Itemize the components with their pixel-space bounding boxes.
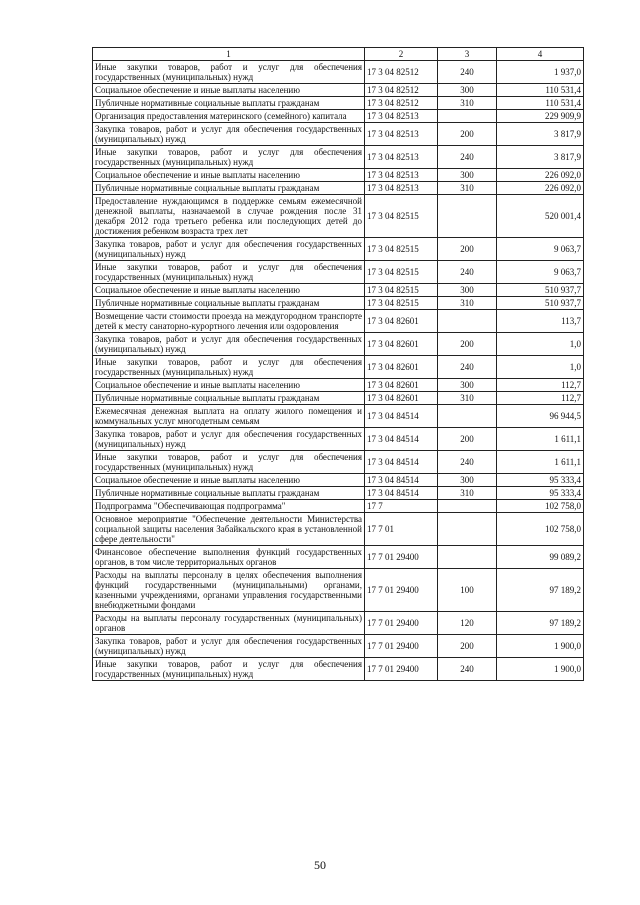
cell-name: Закупка товаров, работ и услуг для обеспечения государственных (муниципальных) нужд xyxy=(93,238,365,261)
cell-expense-type: 310 xyxy=(438,487,497,500)
cell-name: Ежемесячная денежная выплата на оплату жилого помещения и коммунальных услуг многодетным семьям xyxy=(93,405,365,428)
cell-name: Иные закупки товаров, работ и услуг для обеспечения государственных (муниципальных) нужд xyxy=(93,356,365,379)
table-row xyxy=(93,379,584,392)
cell-name: Публичные нормативные социальные выплаты гражданам xyxy=(93,392,365,405)
table-row xyxy=(93,500,584,513)
cell-amount: 1 611,1 xyxy=(497,428,584,451)
cell-code: 17 7 01 xyxy=(365,513,438,546)
cell-amount: 520 001,4 xyxy=(497,195,584,238)
table-row xyxy=(93,658,584,681)
cell-code: 17 7 01 29400 xyxy=(365,612,438,635)
table-row xyxy=(93,428,584,451)
cell-expense-type xyxy=(438,405,497,428)
table-row xyxy=(93,61,584,84)
cell-amount: 110 531,4 xyxy=(497,97,584,110)
cell-expense-type: 300 xyxy=(438,84,497,97)
cell-name: Закупка товаров, работ и услуг для обеспечения государственных (муниципальных) нужд xyxy=(93,635,365,658)
cell-amount: 99 089,2 xyxy=(497,546,584,569)
cell-name: Иные закупки товаров, работ и услуг для обеспечения государственных (муниципальных) нужд xyxy=(93,146,365,169)
cell-amount: 510 937,7 xyxy=(497,297,584,310)
cell-name: Организация предоставления материнского (семейного) капитала xyxy=(93,110,365,123)
cell-amount: 226 092,0 xyxy=(497,182,584,195)
table-row xyxy=(93,182,584,195)
cell-code: 17 3 04 82601 xyxy=(365,356,438,379)
cell-name: Основное мероприятие "Обеспечение деятельности Министерства социальной защиты населения Забайкальского края в установленной сфере деятельности" xyxy=(93,513,365,546)
cell-name: Закупка товаров, работ и услуг для обеспечения государственных (муниципальных) нужд xyxy=(93,333,365,356)
cell-code: 17 3 04 84514 xyxy=(365,474,438,487)
budget-table-body xyxy=(93,48,584,681)
cell-amount: 102 758,0 xyxy=(497,513,584,546)
cell-code: 17 3 04 82512 xyxy=(365,84,438,97)
table-row xyxy=(93,333,584,356)
cell-amount: 1,0 xyxy=(497,333,584,356)
cell-name: Финансовое обеспечение выполнения функций государственных органов, в том числе территориальных органов xyxy=(93,546,365,569)
cell-code: 17 3 04 82601 xyxy=(365,392,438,405)
cell-code: 17 3 04 82512 xyxy=(365,61,438,84)
cell-code: 17 3 04 84514 xyxy=(365,405,438,428)
table-row xyxy=(93,169,584,182)
cell-code: 17 3 04 84514 xyxy=(365,428,438,451)
cell-expense-type: 310 xyxy=(438,392,497,405)
cell-amount: 3 817,9 xyxy=(497,146,584,169)
header-col-2: 2 xyxy=(365,48,438,61)
table-row xyxy=(93,405,584,428)
cell-amount: 97 189,2 xyxy=(497,569,584,612)
cell-expense-type xyxy=(438,110,497,123)
cell-amount: 95 333,4 xyxy=(497,487,584,500)
cell-code: 17 3 04 84514 xyxy=(365,451,438,474)
table-row xyxy=(93,451,584,474)
table-row xyxy=(93,284,584,297)
cell-name: Социальное обеспечение и иные выплаты населению xyxy=(93,379,365,392)
table-row xyxy=(93,474,584,487)
table-row xyxy=(93,238,584,261)
cell-code: 17 3 04 82513 xyxy=(365,110,438,123)
header-col-3: 3 xyxy=(438,48,497,61)
cell-expense-type: 200 xyxy=(438,428,497,451)
cell-name: Закупка товаров, работ и услуг для обеспечения государственных (муниципальных) нужд xyxy=(93,428,365,451)
cell-amount: 3 817,9 xyxy=(497,123,584,146)
cell-name: Подпрограмма "Обеспечивающая подпрограмма" xyxy=(93,500,365,513)
cell-code: 17 7 xyxy=(365,500,438,513)
cell-expense-type: 240 xyxy=(438,61,497,84)
cell-code: 17 3 04 82512 xyxy=(365,97,438,110)
cell-code: 17 3 04 82515 xyxy=(365,261,438,284)
cell-name: Публичные нормативные социальные выплаты гражданам xyxy=(93,487,365,500)
cell-code: 17 7 01 29400 xyxy=(365,658,438,681)
cell-amount: 110 531,4 xyxy=(497,84,584,97)
table-row xyxy=(93,487,584,500)
cell-name: Иные закупки товаров, работ и услуг для обеспечения государственных (муниципальных) нужд xyxy=(93,261,365,284)
table-row xyxy=(93,146,584,169)
cell-name: Возмещение части стоимости проезда на междугородном транспорте детей к месту санаторно-курортного лечения или оздоровления xyxy=(93,310,365,333)
cell-code: 17 3 04 82515 xyxy=(365,297,438,310)
table-row xyxy=(93,297,584,310)
cell-expense-type xyxy=(438,310,497,333)
cell-expense-type xyxy=(438,513,497,546)
cell-expense-type: 200 xyxy=(438,238,497,261)
cell-code: 17 3 04 82513 xyxy=(365,169,438,182)
cell-code: 17 3 04 82513 xyxy=(365,182,438,195)
cell-amount: 97 189,2 xyxy=(497,612,584,635)
cell-amount: 96 944,5 xyxy=(497,405,584,428)
cell-name: Социальное обеспечение и иные выплаты населению xyxy=(93,284,365,297)
cell-expense-type: 240 xyxy=(438,658,497,681)
cell-name: Социальное обеспечение и иные выплаты населению xyxy=(93,169,365,182)
cell-code: 17 3 04 82513 xyxy=(365,123,438,146)
cell-name: Публичные нормативные социальные выплаты гражданам xyxy=(93,182,365,195)
cell-code: 17 3 04 84514 xyxy=(365,487,438,500)
cell-code: 17 3 04 82513 xyxy=(365,146,438,169)
header-col-1: 1 xyxy=(93,48,365,61)
cell-amount: 229 909,9 xyxy=(497,110,584,123)
cell-code: 17 7 01 29400 xyxy=(365,546,438,569)
cell-code: 17 3 04 82515 xyxy=(365,238,438,261)
table-row xyxy=(93,310,584,333)
cell-expense-type: 200 xyxy=(438,333,497,356)
table-header-row xyxy=(93,48,584,61)
cell-name: Иные закупки товаров, работ и услуг для обеспечения государственных (муниципальных) нужд xyxy=(93,61,365,84)
cell-expense-type: 120 xyxy=(438,612,497,635)
cell-code: 17 3 04 82515 xyxy=(365,284,438,297)
cell-name: Публичные нормативные социальные выплаты гражданам xyxy=(93,297,365,310)
table-row xyxy=(93,84,584,97)
table-row xyxy=(93,569,584,612)
cell-expense-type xyxy=(438,546,497,569)
cell-expense-type: 100 xyxy=(438,569,497,612)
cell-code: 17 3 04 82601 xyxy=(365,379,438,392)
cell-amount: 102 758,0 xyxy=(497,500,584,513)
cell-code: 17 7 01 29400 xyxy=(365,635,438,658)
table-row xyxy=(93,195,584,238)
cell-amount: 510 937,7 xyxy=(497,284,584,297)
cell-expense-type xyxy=(438,500,497,513)
cell-name: Социальное обеспечение и иные выплаты населению xyxy=(93,474,365,487)
cell-expense-type: 240 xyxy=(438,261,497,284)
table-row xyxy=(93,97,584,110)
cell-amount: 9 063,7 xyxy=(497,238,584,261)
cell-code: 17 3 04 82601 xyxy=(365,333,438,356)
cell-name: Расходы на выплаты персоналу в целях обеспечения выполнения функций государственными (муниципальными) органами, казенными учреждениями, органами управления государственными внебюджетными фондами xyxy=(93,569,365,612)
cell-amount: 113,7 xyxy=(497,310,584,333)
cell-expense-type: 310 xyxy=(438,297,497,310)
cell-name: Публичные нормативные социальные выплаты гражданам xyxy=(93,97,365,110)
cell-amount: 1,0 xyxy=(497,356,584,379)
budget-table xyxy=(92,47,584,681)
cell-expense-type: 310 xyxy=(438,182,497,195)
cell-amount: 112,7 xyxy=(497,379,584,392)
table-row xyxy=(93,261,584,284)
cell-amount: 9 063,7 xyxy=(497,261,584,284)
page-number: 50 xyxy=(314,858,326,872)
cell-expense-type xyxy=(438,195,497,238)
cell-amount: 95 333,4 xyxy=(497,474,584,487)
cell-amount: 1 611,1 xyxy=(497,451,584,474)
cell-name: Социальное обеспечение и иные выплаты населению xyxy=(93,84,365,97)
table-row xyxy=(93,392,584,405)
cell-code: 17 7 01 29400 xyxy=(365,569,438,612)
header-col-4: 4 xyxy=(497,48,584,61)
table-row xyxy=(93,612,584,635)
cell-expense-type: 240 xyxy=(438,451,497,474)
cell-amount: 1 900,0 xyxy=(497,635,584,658)
table-row xyxy=(93,635,584,658)
cell-expense-type: 200 xyxy=(438,123,497,146)
cell-expense-type: 300 xyxy=(438,284,497,297)
cell-expense-type: 200 xyxy=(438,635,497,658)
cell-expense-type: 300 xyxy=(438,169,497,182)
cell-amount: 112,7 xyxy=(497,392,584,405)
cell-name: Расходы на выплаты персоналу государственных (муниципальных) органов xyxy=(93,612,365,635)
cell-expense-type: 240 xyxy=(438,146,497,169)
cell-code: 17 3 04 82515 xyxy=(365,195,438,238)
table-row xyxy=(93,546,584,569)
cell-expense-type: 300 xyxy=(438,379,497,392)
cell-amount: 1 900,0 xyxy=(497,658,584,681)
table-row xyxy=(93,110,584,123)
cell-amount: 1 937,0 xyxy=(497,61,584,84)
cell-expense-type: 310 xyxy=(438,97,497,110)
cell-name: Иные закупки товаров, работ и услуг для обеспечения государственных (муниципальных) нужд xyxy=(93,658,365,681)
cell-name: Закупка товаров, работ и услуг для обеспечения государственных (муниципальных) нужд xyxy=(93,123,365,146)
cell-code: 17 3 04 82601 xyxy=(365,310,438,333)
cell-name: Предоставление нуждающимся в поддержке семьям ежемесячной денежной выплаты, назначаемой в случае рождения после 31 декабря 2012 года третьего ребенка или последующих детей до достижения ребенком возраста трех лет xyxy=(93,195,365,238)
cell-expense-type: 240 xyxy=(438,356,497,379)
table-row xyxy=(93,356,584,379)
cell-expense-type: 300 xyxy=(438,474,497,487)
cell-name: Иные закупки товаров, работ и услуг для обеспечения государственных (муниципальных) нужд xyxy=(93,451,365,474)
table-row xyxy=(93,513,584,546)
table-row xyxy=(93,123,584,146)
cell-amount: 226 092,0 xyxy=(497,169,584,182)
